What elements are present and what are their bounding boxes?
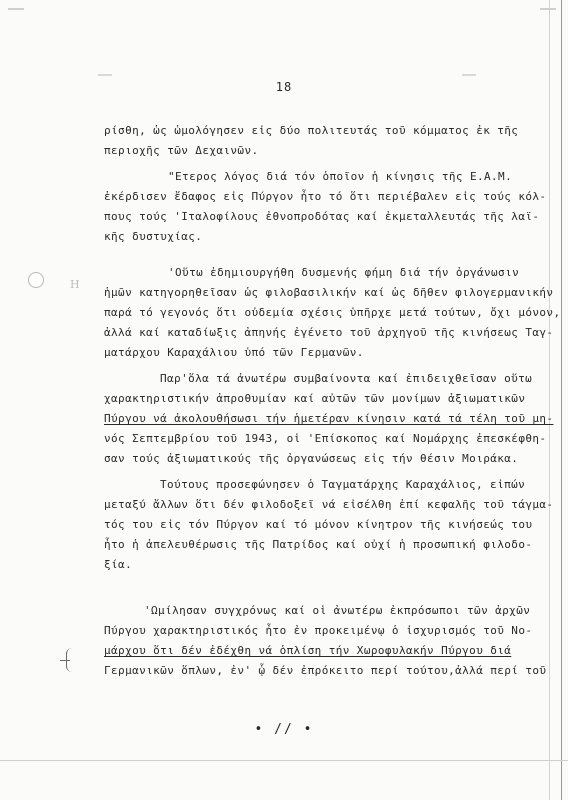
text-line: περιοχῆς τῶν Δεχαινῶν.: [104, 144, 259, 157]
text-line: Γερμανικῶν ὅπλων, ἐν' ᾧ δέν ἐπρόκειτο περί τούτου,ἀλλά περί τοῦ: [104, 664, 547, 677]
text-line: ἦτο ἡ ἀπελευθέρωσις τῆς Πατρίδος καί οὐχί ἡ προσωπική φιλοδο-: [104, 538, 533, 551]
text-line: ἡμῶν κατηγορηθεῖσαν ὡς φιλοβασιλικήν καί ὡς δῆθεν φιλογερμανικήν: [104, 286, 554, 299]
text-line: ρίσθη, ὡς ὡμολόγησεν εἰς δύο πολιτευτάς τοῦ κόμματος ἐκ τῆς: [104, 124, 519, 137]
text-line: "Ετερος λόγος διά τόν ὁποῖον ἡ κίνησις τῆς Ε.Α.Μ.: [168, 170, 513, 183]
pencil-margin-tick: [60, 660, 70, 661]
text-line: ξία.: [104, 558, 133, 571]
text-line: πους τούς 'Ιταλοφίλους ἐθνοπροδότας καί ἐκμεταλλευτάς τῆς λαϊ-: [104, 210, 540, 223]
margin-mark-right: [462, 74, 476, 76]
text-line: σαν τούς ἀξιωματικούς τῆς ὀργανώσεως εἰς τήν θέσιν Μοιράκα.: [104, 452, 519, 465]
text-line: τός του εἰς τόν Πύργον καί τό μόνον κίνητρον τῆς κινήσεώς του: [104, 518, 533, 531]
page-bottom-edge: [0, 760, 568, 761]
text-line: Πύργου νά ἀκολουθήσωσι τήν ἡμετέραν κίνησιν κατά τά τέλη τοῦ μη-: [104, 412, 554, 425]
text-line: χαρακτηριστικήν ἀπροθυμίαν καί αὐτῶν τῶν μονίμων ἀξιωματικῶν: [104, 392, 526, 405]
text-line: ματάρχου Καραχάλιου ὑπό τῶν Γερμανῶν.: [104, 346, 364, 359]
punch-hole: [28, 272, 44, 288]
corner-mark-left: [8, 8, 24, 10]
page-edge-line: [561, 0, 562, 800]
page-edge-line-inner: [549, 0, 550, 800]
text-line: Πύργου χαρακτηριστικός ἦτο ἐν προκειμένῳ ὁ ἰσχυρισμός τοῦ Νο-: [104, 624, 533, 637]
text-line: μάρχου ὅτι δέν ἐδέχθη νά ὁπλίση τήν Χωροφυλακήν Πύργου διά: [104, 644, 512, 657]
text-line: ἐκέρδισεν ἔδαφος εἰς Πύργον ἦτο τό ὅτι περιέβαλεν εἰς τούς κόλ-: [104, 190, 547, 203]
text-line: παρά τό γεγονός ὅτι οὐδεμία σχέσις ὑπῆρχε μετά τούτων, ὄχι μόνον,: [104, 306, 561, 319]
continuation-mark: • // •: [254, 722, 314, 737]
text-line: μεταξύ ἄλλων ὅτι δέν φιλοδοξεῖ νά εἰσέλθη ἐπί κεφαλῆς τοῦ τάγμα-: [104, 498, 554, 511]
page-number: 18: [275, 80, 293, 94]
text-line: κῆς δυστυχίας.: [104, 230, 203, 243]
text-line: Παρ'ὅλα τά ἀνωτέρω συμβαίνοντα καί ἐπιδειχθεῖσαν οὕτω: [160, 372, 533, 385]
corner-mark-right: [540, 8, 556, 10]
text-line: νός Σεπτεμβρίου τοῦ 1943, οἱ 'Επίσκοπος καί Νομάρχης ἐπεσκέφθη-: [104, 432, 547, 445]
text-line: 'Οὕτω ἐδημιουργήθη δυσμενής φήμη διά τήν ὀργάνωσιν: [168, 266, 520, 279]
text-line: Τούτους προσεφώνησεν ὁ Ταγματάρχης Καραχάλιος, εἰπών: [160, 478, 526, 491]
margin-note: H: [70, 278, 80, 291]
text-line: ἀλλά καί καταδίωξις ἀπηνής ἐγένετο τοῦ ἀρχηγοῦ τῆς κινήσεως Ταγ-: [104, 326, 554, 339]
text-line: 'Ωμίλησαν συγχρόνως καί οἱ ἀνωτέρω ἐκπρόσωποι τῶν ἀρχῶν: [144, 604, 531, 617]
margin-mark-left: [98, 74, 112, 76]
